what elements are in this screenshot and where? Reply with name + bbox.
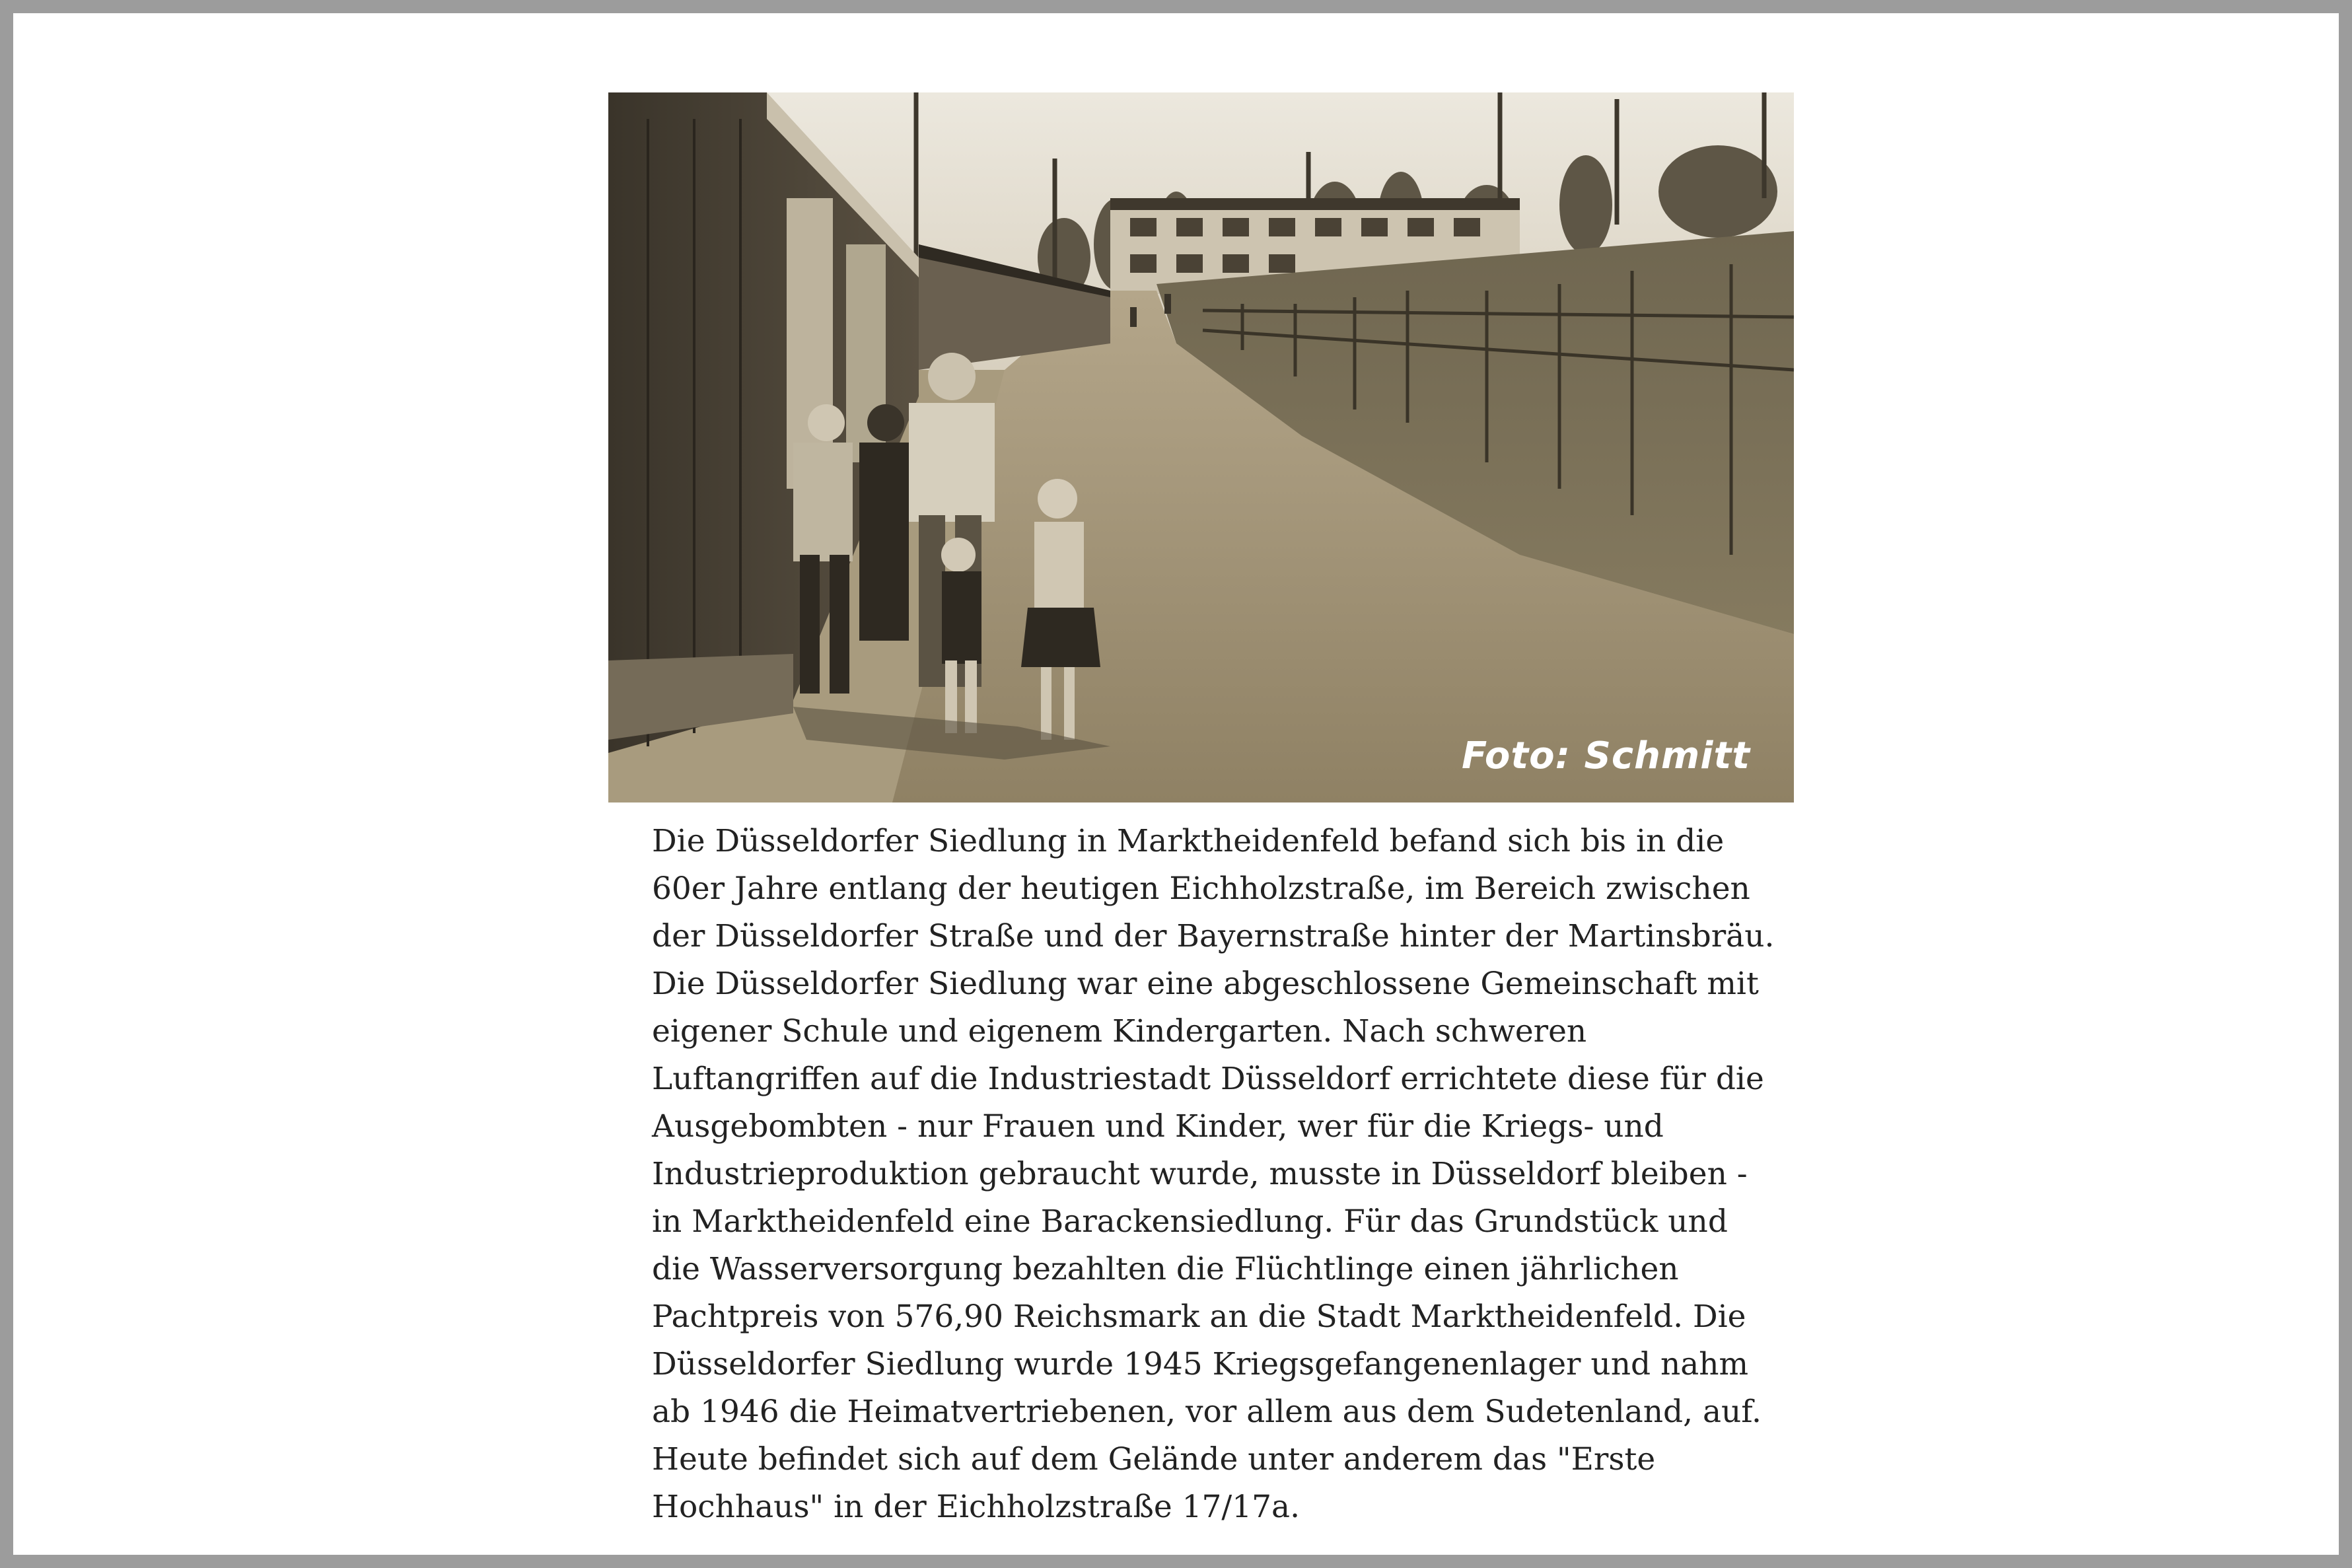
caption-text: Die Düsseldorfer Siedlung in Marktheidenfeld befand sich bis in die 60er Jahre entlang der heutigen Eichholzstraße, im Bereich zwischen der Düsseldorfer Straße und der Bayernstraße hinter der Martinsbräu. Die Düsseldorfer Siedlung war eine abgeschlossene Gemeinschaft mit eigener Schule und eigenem Kindergarten. Nach schweren Luftangriffen auf die Industriestadt Düsseldorf errichtete diese für die Ausgebombten - nur Frauen und Kinder, wer für die Kriegs- und Industrieproduktion gebraucht wurde, musste in Düsseldorf bleiben - in Marktheidenfeld eine Barackensiedlung. Für das Grundstück und die Wasserversorgung bezahlten die Flüchtlinge einen jährlichen Pachtpreis von 576,90 Reichsmark an die Stadt Marktheidenfeld. Die Düsseldorfer Siedlung wurde 1945 Kriegsgefangenenlager und nahm ab 1946 die Heimatvertriebenen, vor allem aus dem Sudetenland, auf. Heute befindet sich auf dem Gelände unter anderem das "Erste Hochhaus" in der Eichholzstraße 17/17a. [652,823,1775,1525]
historical-photo [608,92,1794,802]
settlement-photo-illustration [608,92,1794,802]
photo-credit: Foto: Schmitt [1462,734,1750,777]
